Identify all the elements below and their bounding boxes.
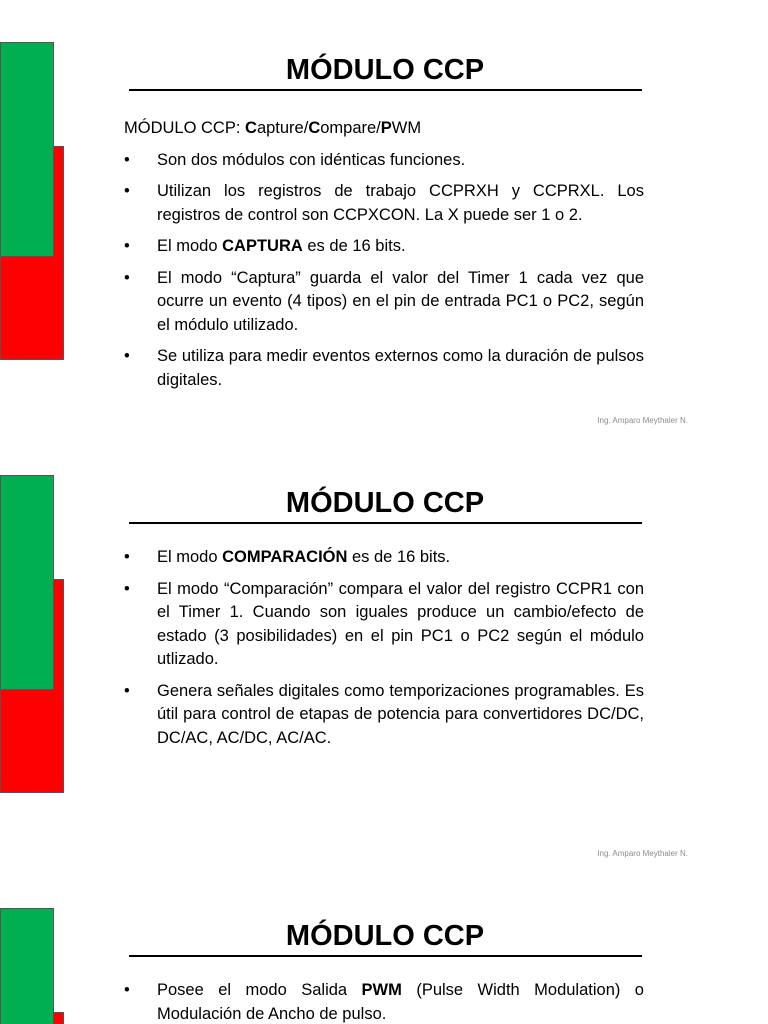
bullet-dot-icon: •: [124, 150, 130, 169]
bold-text: CAPTURA: [222, 237, 303, 255]
bullet-list: [124, 546, 644, 750]
text-run: WM: [391, 119, 422, 137]
bullet-item: [124, 680, 644, 751]
author-credit: Ing. Amparo Meythaler N.: [597, 849, 688, 858]
text-run: Utilizan los registros de trabajo CCPRXH y CCPRXL. Los registros de control son CCPXCON. La X puede ser 1 o 2.: [157, 182, 644, 224]
bullet-item: [124, 345, 644, 392]
text-run: ompare/: [320, 119, 381, 137]
bullet-item: [124, 267, 644, 338]
bullet-dot-icon: •: [124, 579, 130, 598]
text-run: El modo “Captura” guarda el valor del Timer 1 cada vez que ocurre un evento (4 tipos) en el pin de entrada PC1 o PC2, según el módulo utilizado.: [157, 268, 644, 334]
bullet-item: [124, 578, 644, 672]
text-run: El modo “Comparación” compara el valor del registro CCPR1 con el Timer 1. Cuando son iguales produce un cambio/efecto de estado (3 posibilidades) en el pin PC1 o PC2 según el módulo utlizado.: [157, 579, 644, 668]
bullet-item: [124, 979, 644, 1024]
text-run: El modo: [157, 237, 223, 255]
text-run: apture/: [256, 119, 309, 137]
bullet-list: [124, 149, 644, 393]
bullet-item: [124, 235, 644, 259]
bullet-item: [124, 149, 644, 173]
title-underline: [129, 955, 642, 957]
bold-text: COMPARACIÓN: [222, 548, 348, 566]
bullet-item: [124, 546, 644, 570]
slide-title: MÓDULO CCP: [285, 54, 485, 86]
text-run: (Pulse Width Modulation) o Modulación de Ancho de pulso.: [157, 981, 644, 1023]
slide-content: [124, 979, 644, 1024]
bold-text: P: [380, 119, 392, 137]
bold-text: PWM: [361, 981, 402, 999]
author-credit: Ing. Amparo Meythaler N.: [597, 416, 688, 425]
bullet-dot-icon: •: [124, 237, 130, 255]
slide-title: MÓDULO CCP: [285, 920, 485, 952]
bold-text: C: [308, 119, 321, 137]
bullet-dot-icon: •: [124, 981, 130, 999]
slide-content: [124, 117, 644, 400]
bullet-dot-icon: •: [124, 268, 130, 287]
slide-content: [124, 546, 644, 758]
text-run: es de 16 bits.: [302, 237, 406, 255]
bullet-item: [124, 180, 644, 227]
bold-text: C: [245, 119, 257, 137]
bullet-dot-icon: •: [124, 548, 130, 566]
bullet-dot-icon: •: [124, 182, 130, 200]
slide-3: [0, 866, 768, 1024]
text-run: Son dos módulos con idénticas funciones.: [157, 150, 466, 169]
text-run: Posee el modo Salida: [157, 981, 362, 999]
text-run: Se utiliza para medir eventos externos como la duración de pulsos digitales.: [157, 347, 644, 389]
slide-2: [0, 433, 768, 865]
slide-intro: [124, 117, 644, 141]
slide-1: [0, 0, 768, 432]
bullet-list: [124, 979, 644, 1024]
text-run: Genera señales digitales como temporizaciones programables. Es útil para control de etapas de potencia para convertidores DC/DC, DC/AC, AC/DC, AC/AC.: [157, 681, 644, 747]
decor-green-block: [0, 475, 54, 690]
title-underline: [129, 89, 642, 91]
bullet-dot-icon: •: [124, 681, 130, 700]
decor-green-block: [0, 42, 54, 257]
text-run: es de 16 bits.: [347, 548, 451, 566]
decor-green-block: [0, 908, 54, 1024]
text-run: MÓDULO CCP:: [124, 119, 246, 137]
text-run: El modo: [157, 548, 223, 566]
slide-title: MÓDULO CCP: [285, 487, 485, 519]
title-underline: [129, 522, 642, 524]
bullet-dot-icon: •: [124, 347, 130, 365]
